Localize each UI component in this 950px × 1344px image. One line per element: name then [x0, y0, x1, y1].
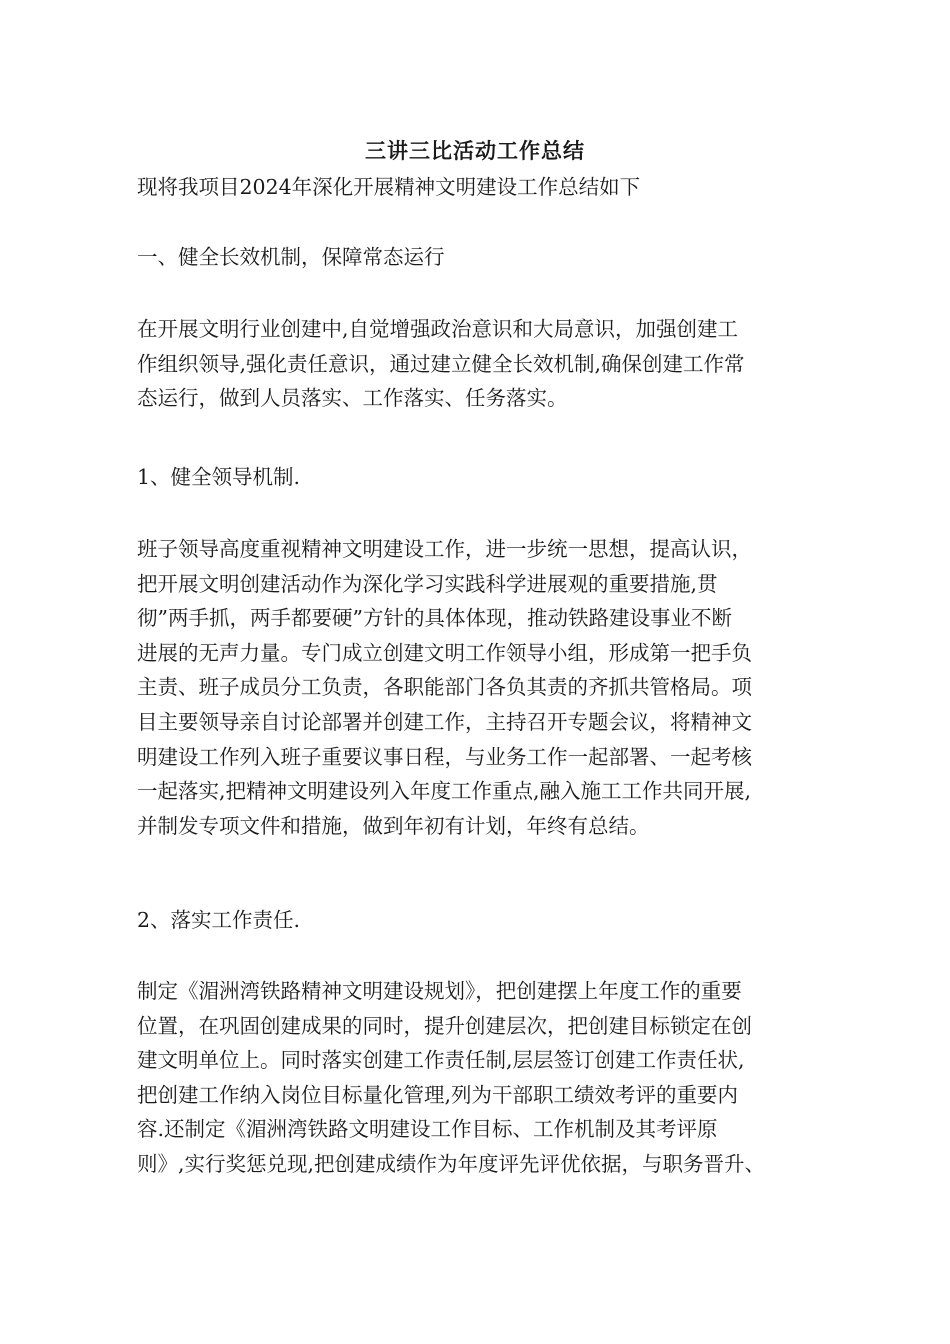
intro-paragraph: 现将我项目2024年深化开展精神文明建设工作总结如下: [137, 175, 641, 199]
text-line: 把开展文明创建活动作为深化学习实践科学进展观的重要措施,贯: [137, 571, 718, 596]
text-line: 明建设工作列入班子重要议事日程，与业务工作一起部署、一起考核: [137, 744, 752, 769]
text-line: 班子领导高度重视精神文明建设工作，进一步统一思想，提高认识，: [137, 537, 752, 561]
section1-body: [137, 312, 837, 416]
text-line: 作组织领导,强化责任意识，通过建立健全长效机制,确保创建工作常: [137, 351, 745, 376]
text-line: 制定《湄洲湾铁路精神文明建设规划》，把创建摆上年度工作的重要: [137, 979, 742, 1003]
text-line: 则》,实行奖惩兑现,把创建成绩作为年度评先评优依据，与职务晋升、: [137, 1151, 766, 1176]
text-line: 位置，在巩固创建成果的同时，提升创建层次，把创建目标锁定在创: [137, 1013, 752, 1038]
text-line: 并制发专项文件和措施，做到年初有计划，年终有总结。: [137, 813, 650, 838]
item1-heading: 1、健全领导机制.: [137, 465, 301, 489]
section1-heading: 一、健全长效机制，保障常态运行: [137, 245, 445, 269]
text-line: 主责、班子成员分工负责，各职能部门各负其责的齐抓共管格局。项: [137, 675, 752, 700]
document-title: 三讲三比活动工作总结: [365, 138, 585, 163]
text-line: 彻”两手抓，两手都要硬”方针的具体体现，推动铁路建设事业不断: [137, 606, 732, 631]
text-line: 在开展文明行业创建中,自觉增强政治意识和大局意识，加强创建工: [137, 317, 739, 341]
text-line: 进展的无声力量。专门成立创建文明工作领导小组，形成第一把手负: [137, 640, 752, 665]
text-line: 把创建工作纳入岗位目标量化管理,列为干部职工绩效考评的重要内: [137, 1082, 739, 1107]
item2-heading: 2、落实工作责任.: [137, 908, 301, 932]
text-line: 目主要领导亲自讨论部署并创建工作，主持召开专题会议，将精神文: [137, 709, 752, 734]
item2-body: [137, 974, 837, 1182]
text-line: 一起落实,把精神文明建设列入年度工作重点,融入施工工作共同开展,: [137, 779, 752, 804]
text-line: 建文明单位上。同时落实创建工作责任制,层层签订创建工作责任状,: [137, 1048, 745, 1073]
text-line: 态运行，做到人员落实、工作落实、任务落实。: [137, 386, 568, 411]
item1-body: [137, 532, 837, 843]
text-line: 容.还制定《湄洲湾铁路文明建设工作目标、工作机制及其考评原: [137, 1117, 718, 1142]
